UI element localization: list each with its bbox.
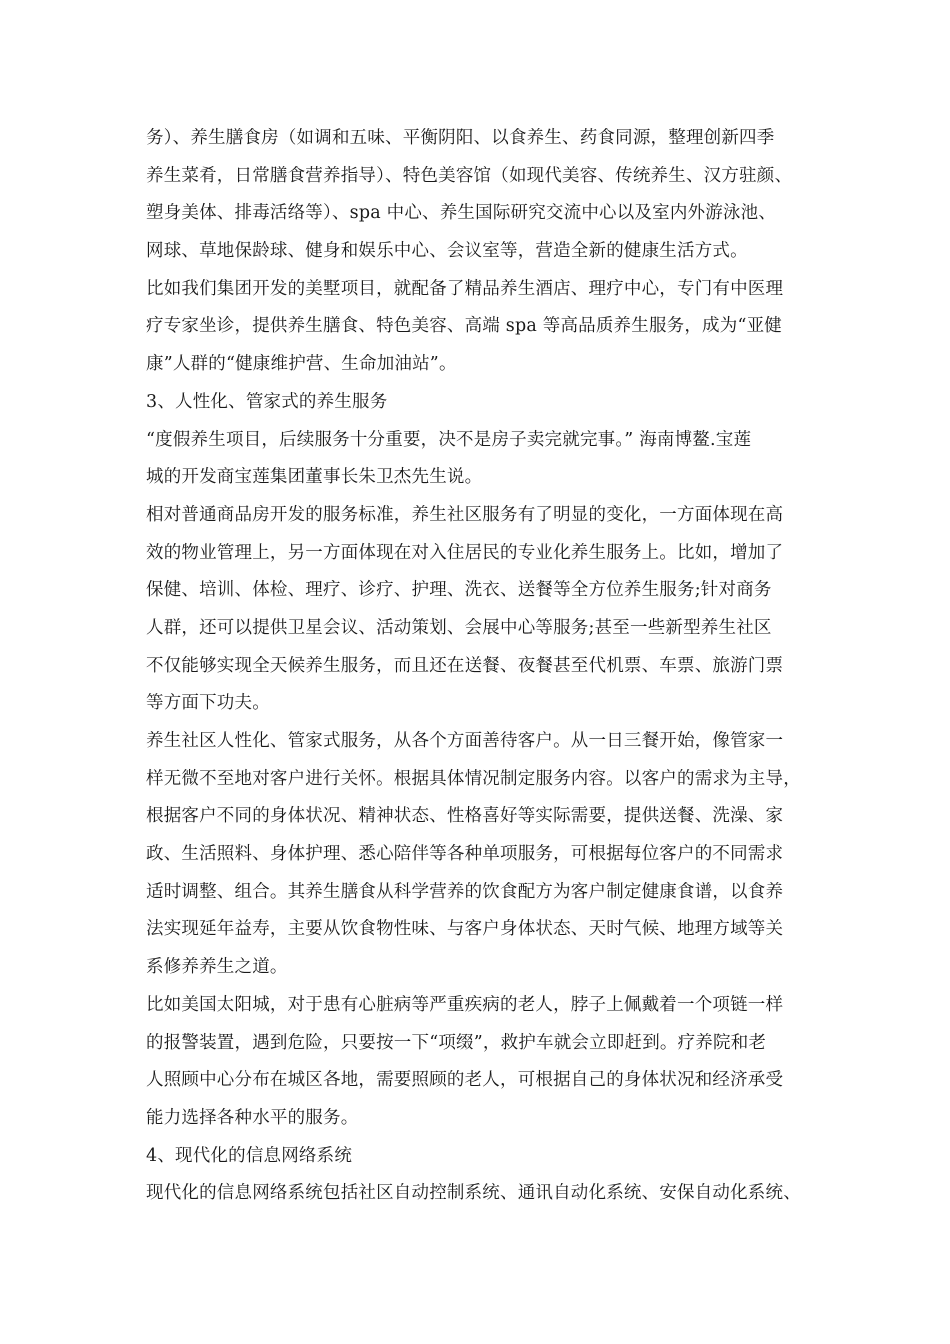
text-line: 网球、草地保龄球、健身和娱乐中心、会议室等，营造全新的健康生活方式。 xyxy=(146,241,748,262)
text-line: 的报警装置，遇到危险，只要按一下“项缀”，救护车就会立即赶到。疗养院和老 xyxy=(146,1032,767,1053)
text-line: 疗专家坐诊，提供养生膳食、特色美容、高端 spa 等高品质养生服务，成为“亚健 xyxy=(146,316,782,337)
text-line: 养生社区人性化、管家式服务，从各个方面善待客户。从一日三餐开始，像管家一 xyxy=(146,731,784,751)
text-line: 人群，还可以提供卫星会议、活动策划、会展中心等服务;甚至一些新型养生社区 xyxy=(146,617,772,638)
text-line: 人照顾中心分布在城区各地，需要照顾的老人，可根据自己的身体状况和经济承受 xyxy=(146,1070,784,1091)
text-line: 能力选择各种水平的服务。 xyxy=(146,1107,359,1128)
text-line: 根据客户不同的身体状况、精神状态、性格喜好等实际需要，提供送餐、洗澡、家 xyxy=(146,806,784,827)
text-line: “度假养生项目，后续服务十分重要，决不是房子卖完就完事。” 海南博鳌.宝莲 xyxy=(146,429,752,450)
document-page xyxy=(146,120,826,1213)
text-line: 现代化的信息网络系统包括社区自动控制系统、通讯自动化系统、安保自动化系统、 xyxy=(146,1183,801,1204)
text-line: 保健、培训、体检、理疗、诊疗、护理、洗衣、送餐等全方位养生服务;针对商务 xyxy=(146,580,772,601)
text-line: 政、生活照料、身体护理、悉心陪伴等各种单项服务，可根据每位客户的不同需求 xyxy=(146,844,784,865)
text-line: 养生菜肴，日常膳食营养指导）、特色美容馆（如现代美容、传统养生、汉方驻颜、 xyxy=(146,165,793,186)
text-line: 城的开发商宝莲集团董事长朱卫杰先生说。 xyxy=(146,467,483,488)
text-line: 系修养养生之道。 xyxy=(146,957,288,978)
text-line: 等方面下功夫。 xyxy=(146,693,270,714)
section-heading: 3、人性化、管家式的养生服务 xyxy=(146,391,388,412)
text-line: 比如我们集团开发的美墅项目，就配备了精品养生酒店、理疗中心，专门有中医理 xyxy=(146,278,784,299)
text-line: 效的物业管理上，另一方面体现在对入住居民的专业化养生服务上。比如，增加了 xyxy=(146,542,784,563)
text-line: 比如美国太阳城，对于患有心脏病等严重疾病的老人，脖子上佩戴着一个项链一样 xyxy=(146,994,784,1015)
section-heading: 4、现代化的信息网络系统 xyxy=(146,1145,353,1166)
text-line: 适时调整、组合。其养生膳食从科学营养的饮食配方为客户制定健康食谱，以食养 xyxy=(146,881,784,902)
text-line: 康”人群的“健康维护营、生命加油站”。 xyxy=(146,354,457,375)
text-line: 不仅能够实现全天候养生服务，而且还在送餐、夜餐甚至代机票、车票、旅游门票 xyxy=(146,655,784,676)
text-line: 塑身美体、排毒活络等）、spa 中心、养生国际研究交流中心以及室内外游泳池、 xyxy=(146,203,777,224)
text-line: 法实现延年益寿，主要从饮食物性味、与客户身体状态、天时气候、地理方域等关 xyxy=(146,919,784,940)
text-line: 相对普通商品房开发的服务标准，养生社区服务有了明显的变化，一方面体现在高 xyxy=(146,504,784,525)
text-line: 务）、养生膳食房（如调和五味、平衡阴阳、以食养生、药食同源，整理创新四季 xyxy=(146,128,775,148)
text-line: 样无微不至地对客户进行关怀。根据具体情况制定服务内容。以客户的需求为主导， xyxy=(146,768,801,789)
